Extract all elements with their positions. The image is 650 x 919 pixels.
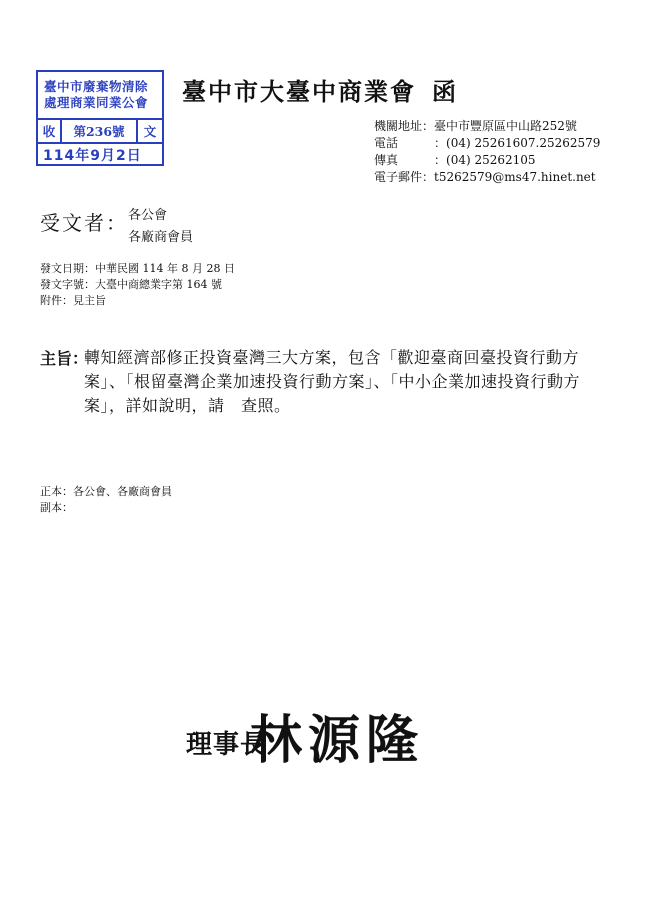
attachment-note: 附件：見主旨 — [40, 294, 106, 307]
issue-date: 發文日期：中華民國 114 年 8 月 28 日 — [40, 262, 235, 275]
recipient-line-2: 各廠商會員 — [128, 230, 194, 245]
issuing-organization: 臺中市大臺中商業會 — [182, 77, 416, 106]
stamp-org-line2: 處理商業同業公會 — [44, 95, 149, 110]
chairman-name: 林源隆 — [250, 710, 425, 770]
signature-graphic — [250, 706, 440, 770]
recipient-line-1: 各公會 — [128, 208, 168, 223]
stamp-receipt-row — [38, 120, 162, 144]
phone-label: 電話 — [374, 136, 399, 150]
phone-value: (04) 25261607.25262579 — [446, 136, 601, 150]
address-row: 機關地址 ： 臺中市豐原區中山路252號 — [374, 119, 577, 133]
email-value: t5262579@ms47.hinet.net — [434, 170, 596, 184]
fax-row: 傳真 ： (04) 25262105 — [374, 153, 536, 167]
recipient-label: 受文者： — [40, 211, 128, 235]
stamp-receipt-number: 第236號 — [62, 120, 138, 142]
document-meta — [40, 261, 235, 309]
address-value: 臺中市豐原區中山路252號 — [434, 119, 577, 133]
document-type: 函 — [432, 77, 456, 106]
chairman-title: 理事長 — [186, 730, 268, 760]
email-label: 電子郵件 — [374, 170, 423, 184]
stamp-org-line1: 臺中市廢棄物清除 — [44, 79, 149, 94]
fax-label: 傳真 — [374, 153, 399, 167]
phone-row: 電話 ： (04) 25261607.25262579 — [374, 136, 601, 150]
stamp-date: 114年9月2日 — [43, 148, 142, 164]
distribution — [40, 484, 172, 516]
subject-label: 主旨： — [40, 349, 89, 368]
chairman-signature-seal — [250, 706, 440, 770]
email-row: 電子郵件 ： t5262579@ms47.hinet.net — [374, 170, 596, 184]
cc-recipients: 副本： — [40, 501, 73, 514]
subject-text: 轉知經濟部修正投資臺灣三大方案，包含「歡迎臺商回臺投資行動方案」、「根留臺灣企業加速投資行動方案」、「中小企業加速投資行動方案」，詳如說明，請 查照。 — [84, 348, 581, 415]
stamp-organization — [38, 72, 162, 120]
stamp-doc-label: 文 — [143, 124, 157, 139]
document-number: 發文字號：大臺中商總業字第 164 號 — [40, 278, 222, 291]
recipient-list — [128, 205, 193, 249]
receipt-stamp — [36, 70, 164, 166]
contact-block — [374, 118, 600, 186]
stamp-receipt-label: 收 — [38, 120, 62, 142]
fax-value: (04) 25262105 — [446, 153, 536, 167]
address-label: 機關地址 — [374, 119, 423, 133]
main-recipients: 正本：各公會、各廠商會員 — [40, 485, 172, 498]
